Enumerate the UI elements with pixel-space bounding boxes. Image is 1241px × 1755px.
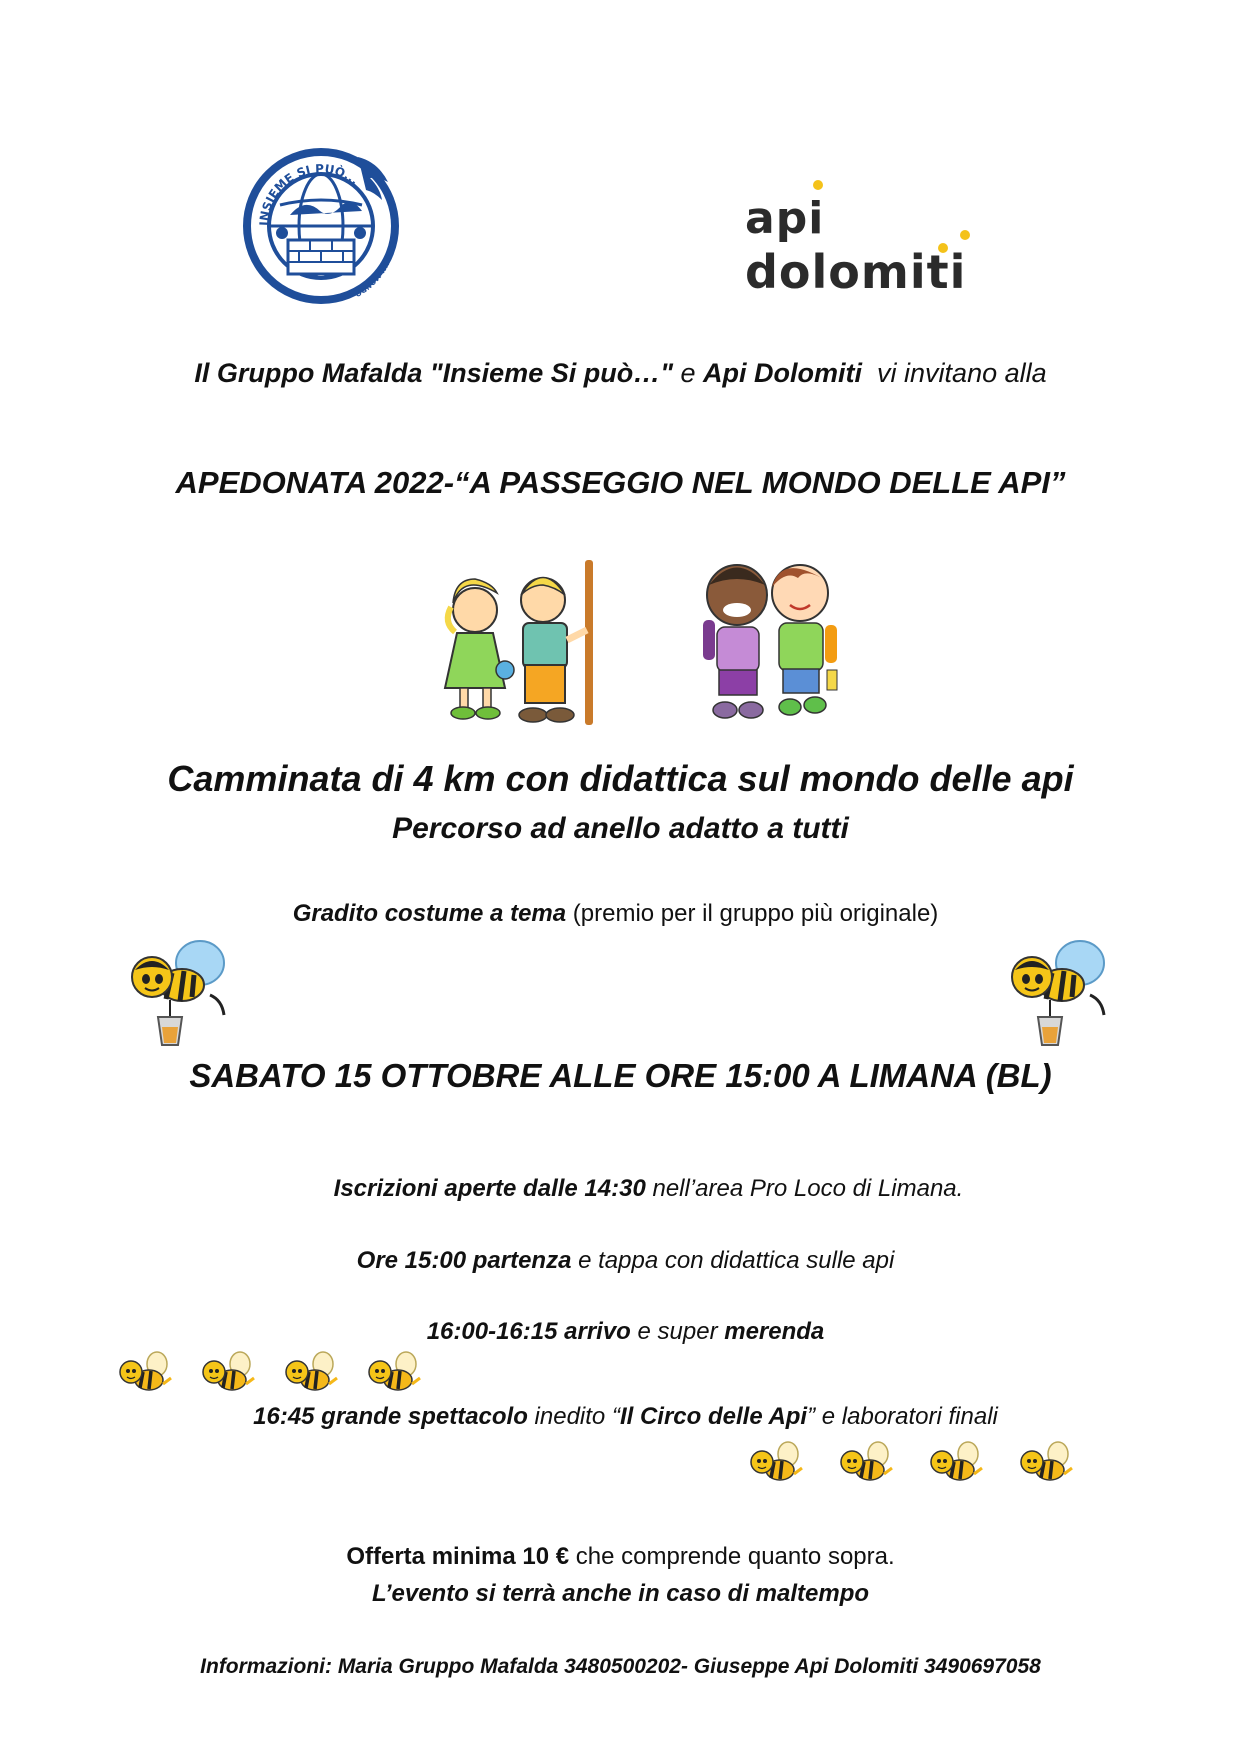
schedule-show-bold: 16:45 grande spettacolo — [253, 1403, 528, 1430]
logo-word-api: api — [745, 193, 825, 244]
date-line: SABATO 15 OTTOBRE ALLE ORE 15:00 A LIMANA (BL) — [189, 1057, 1052, 1094]
small-bee-icon — [838, 1440, 896, 1490]
walk-headline: Camminata di 4 km con didattica sul mondo delle api — [167, 758, 1074, 799]
schedule-departure — [5, 1247, 1241, 1275]
invite-rest: vi invitano alla — [862, 358, 1047, 388]
invite-line — [0, 358, 1241, 389]
bee-with-bucket-icon — [1010, 935, 1110, 1050]
small-bee-icon — [366, 1350, 424, 1400]
api-dolomiti-logo — [745, 175, 1010, 305]
schedule-arrival-bold: 16:00-16:15 arrivo — [426, 1318, 631, 1345]
logo-dot — [813, 180, 823, 190]
costume-line — [0, 900, 1236, 928]
bee-with-bucket-icon — [130, 935, 230, 1050]
schedule-show-rest: ” e laboratori finali — [807, 1403, 998, 1430]
small-bee-icon — [117, 1350, 175, 1400]
schedule-registration-rest: nell’area Pro Loco di Limana. — [645, 1175, 964, 1202]
small-bee-icon — [200, 1350, 258, 1400]
invite-group-name: Il Gruppo Mafalda "Insieme Si può…" — [194, 358, 674, 388]
logo-word-dolomiti: dolomiti — [745, 245, 967, 299]
offer-rest: che comprende quanto sopra. — [569, 1543, 895, 1570]
schedule-show-title: Il Circo delle Api — [619, 1403, 808, 1430]
invite-api-dolomiti: Api Dolomiti — [703, 358, 863, 388]
small-bee-icon — [283, 1350, 341, 1400]
schedule-departure-bold: Ore 15:00 partenza — [356, 1247, 572, 1274]
schedule-arrival — [5, 1318, 1241, 1346]
costume-bold: Gradito costume a tema — [292, 900, 567, 927]
schedule-show-mid: inedito “ — [527, 1403, 620, 1430]
insieme-si-puo-logo — [240, 145, 402, 307]
school-kids-illustration — [695, 555, 845, 725]
contact-info: Informazioni: Maria Gruppo Mafalda 3480500202- Giuseppe Api Dolomiti 3490697058 — [200, 1655, 1041, 1678]
seal-text-top: INSIEME SI PUÒ... — [256, 161, 362, 227]
offer-line — [0, 1543, 1241, 1571]
schedule-registration — [28, 1175, 1241, 1203]
invite-and: e — [673, 358, 704, 388]
costume-rest: (premio per il gruppo più originale) — [566, 900, 939, 927]
schedule-arrival-snack: merenda — [724, 1318, 825, 1345]
small-bee-icon — [1018, 1440, 1076, 1490]
schedule-registration-bold: Iscrizioni aperte dalle 14:30 — [333, 1175, 646, 1202]
offer-bold: Offerta minima 10 € — [346, 1543, 570, 1570]
logo-dot — [960, 230, 970, 240]
schedule-show — [5, 1403, 1241, 1431]
small-bee-icon — [748, 1440, 806, 1490]
schedule-departure-rest: e tappa con didattica sulle api — [571, 1247, 895, 1274]
route-subline: Percorso ad anello adatto a tutti — [392, 812, 849, 845]
event-title: APEDONATA 2022-“A PASSEGGIO NEL MONDO DELLE API” — [175, 465, 1066, 500]
seal-text-bottom: COSTRUIRE UN MONDO — [353, 213, 398, 299]
hiking-kids-illustration — [425, 555, 610, 730]
small-bee-icon — [928, 1440, 986, 1490]
schedule-arrival-mid: e super — [630, 1318, 725, 1345]
weather-note: L’evento si terrà anche in caso di maltempo — [371, 1580, 870, 1607]
